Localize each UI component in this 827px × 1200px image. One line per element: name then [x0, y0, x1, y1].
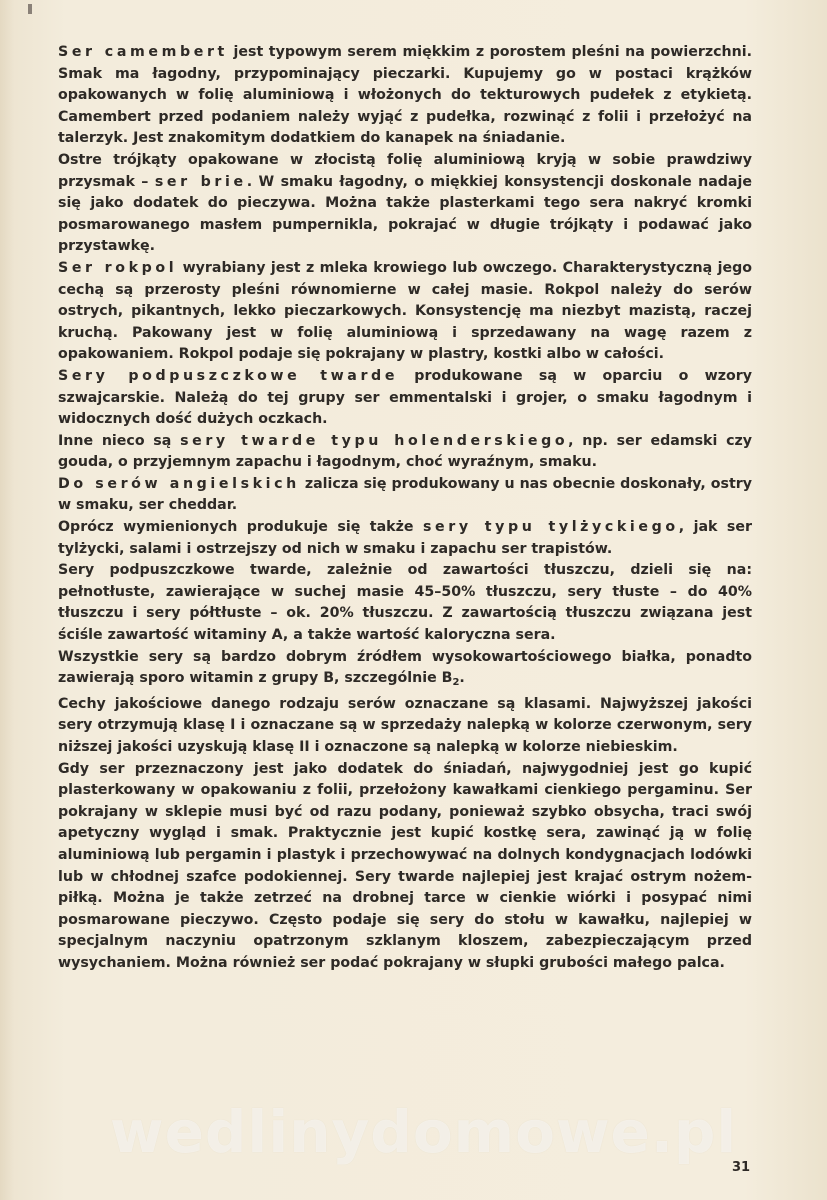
- text-run: .: [459, 670, 465, 687]
- paragraph: [58, 474, 752, 517]
- paragraph: [58, 759, 752, 975]
- paragraph: [58, 694, 752, 759]
- paragraph: [58, 42, 752, 150]
- scan-mark: [28, 4, 32, 14]
- paragraph: [58, 431, 752, 474]
- text-run: , np. ser edamski czy gouda, o przyjemnym zapachu i łagodnym, choć wyraźnym, smaku.: [58, 432, 752, 471]
- paragraph: [58, 366, 752, 431]
- paragraph: [58, 258, 752, 366]
- text-run: Cechy jakościowe danego rodzaju serów oznaczane są klasami. Najwyższej jakości sery otrzymują klasę I i oznaczane są w sprzedaży nalepką w kolorze czerwonym, sery niższej jakości uzyskują klasę II i oznaczone są nalepką w kolorze niebieskim.: [58, 695, 752, 755]
- text-run: Wszystkie sery są bardzo dobrym źródłem wysokowartościowego białka, ponadto zawierają sporo witamin z grupy B, szczególnie B: [58, 648, 752, 687]
- text-run: zalicza się produkowany u nas obecnie doskonały, ostry w smaku, ser cheddar.: [58, 475, 752, 514]
- spaced-term: Sery podpuszczkowe twarde: [58, 367, 399, 384]
- text-run: . W smaku łagodny, o miękkiej konsystencji doskonale nadaje się jako dodatek do pieczywa. Można także plasterkami tego sera nakryć kromki posmarowanego masłem pumpernikla, pokrajać w długie trójkąty i podawać jako przystawkę.: [58, 173, 752, 255]
- subscript: 2: [452, 677, 460, 689]
- text-run: Inne nieco są: [58, 432, 181, 449]
- text-run: jest typowym serem miękkim z porostem pleśni na powierzchni. Smak ma łagodny, przypominający pieczarki. Kupujemy go w postaci krążków opakowanych w folię aluminiową i włożonych do tekturowych pudełek z etykietą. Camembert przed podaniem należy wyjąć z pudełka, rozwinąć z folii i przełożyć na talerzyk. Jest znakomitym dodatkiem do kanapek na śniadanie.: [58, 44, 752, 147]
- text-run: Ostre trójkąty opakowane w złocistą folię aluminiową kryją w sobie prawdziwy przysmak –: [58, 151, 752, 190]
- paragraph: [58, 517, 752, 560]
- watermark: wedlinydomowe.pl: [110, 1098, 738, 1166]
- text-run: Sery podpuszczkowe twarde, zależnie od zawartości tłuszczu, dzieli się na: pełnotłuste, zawierające w suchej masie 45–50% tłuszczu, sery tłuste – do 40% tłuszczu i sery półtłuste – ok. 20% tłuszczu. Z zawartością tłuszczu związana jest ściśle zawartość witaminy A, a także wartość kaloryczna sera.: [58, 562, 752, 644]
- paragraph: [58, 647, 752, 694]
- spaced-term: sery typu tylżyckiego: [422, 519, 679, 536]
- text-run: produkowane są w oparciu o wzory szwajcarskie. Należą do tej grupy ser emmentalski i grojer, o smaku łagodnym i widocznych dość dużych oczkach.: [58, 367, 752, 428]
- text-run: , jak ser tylżycki, salami i ostrzejszy od nich w smaku i zapachu ser trapistów.: [58, 519, 752, 557]
- text-run: Gdy ser przeznaczony jest jako dodatek do śniadań, najwygodniej jest go kupić plasterkowany w opakowaniu z folii, przełożony kawałkami cienkiego pergaminu. Ser pokrajany w sklepie musi być od razu podany, ponieważ szybko obsycha, traci swój apetyczny wygląd i smak. Praktycznie jest kupić kostkę sera, zawinąć ją w folię aluminiową lub pergamin i plastyk i przechowywać na dolnych kondygnacjach lodówki lub w chłodnej szafce podokiennej. Sery twarde najlepiej jest krajać ostrym nożem-piłką. Można je także zetrzeć na drobnej tarce w cienkie wiórki i posypać nimi posmarowane pieczywo. Często podaje się sery do stołu w kawałku, najlepiej w specjalnym naczyniu opatrzonym szklanym kloszem, zabezpieczającym przed wysychaniem. Można również ser podać pokrajany w słupki grubości małego palca.: [58, 760, 752, 971]
- page-edge-shadow: [0, 0, 14, 1200]
- spaced-term: Ser rokpol: [58, 259, 178, 276]
- paragraph: [58, 560, 752, 646]
- spaced-term: Do serów angielskich: [58, 475, 300, 492]
- text-run: Oprócz wymienionych produkuje się także: [58, 519, 423, 536]
- page-number: 31: [732, 1160, 751, 1175]
- spaced-term: sery twarde typu holenderskiego: [180, 432, 569, 449]
- body-text: [58, 42, 752, 975]
- spaced-term: Ser camembert: [58, 44, 228, 60]
- text-run: wyrabiany jest z mleka krowiego lub owczego. Charakterystyczną jego cechą są przerosty pleśni równomierne w całej masie. Rokpol należy do serów ostrych, pikantnych, lekko pieczarkowych. Konsystencję ma niezbyt mazistą, raczej kruchą. Pakowany jest w folię aluminiową i sprzedawany na wagę razem z opakowaniem. Rokpol podaje się pokrajany w plastry, kostki albo w całości.: [58, 259, 752, 363]
- spaced-term: ser brie: [154, 173, 247, 190]
- paragraph: [58, 150, 752, 258]
